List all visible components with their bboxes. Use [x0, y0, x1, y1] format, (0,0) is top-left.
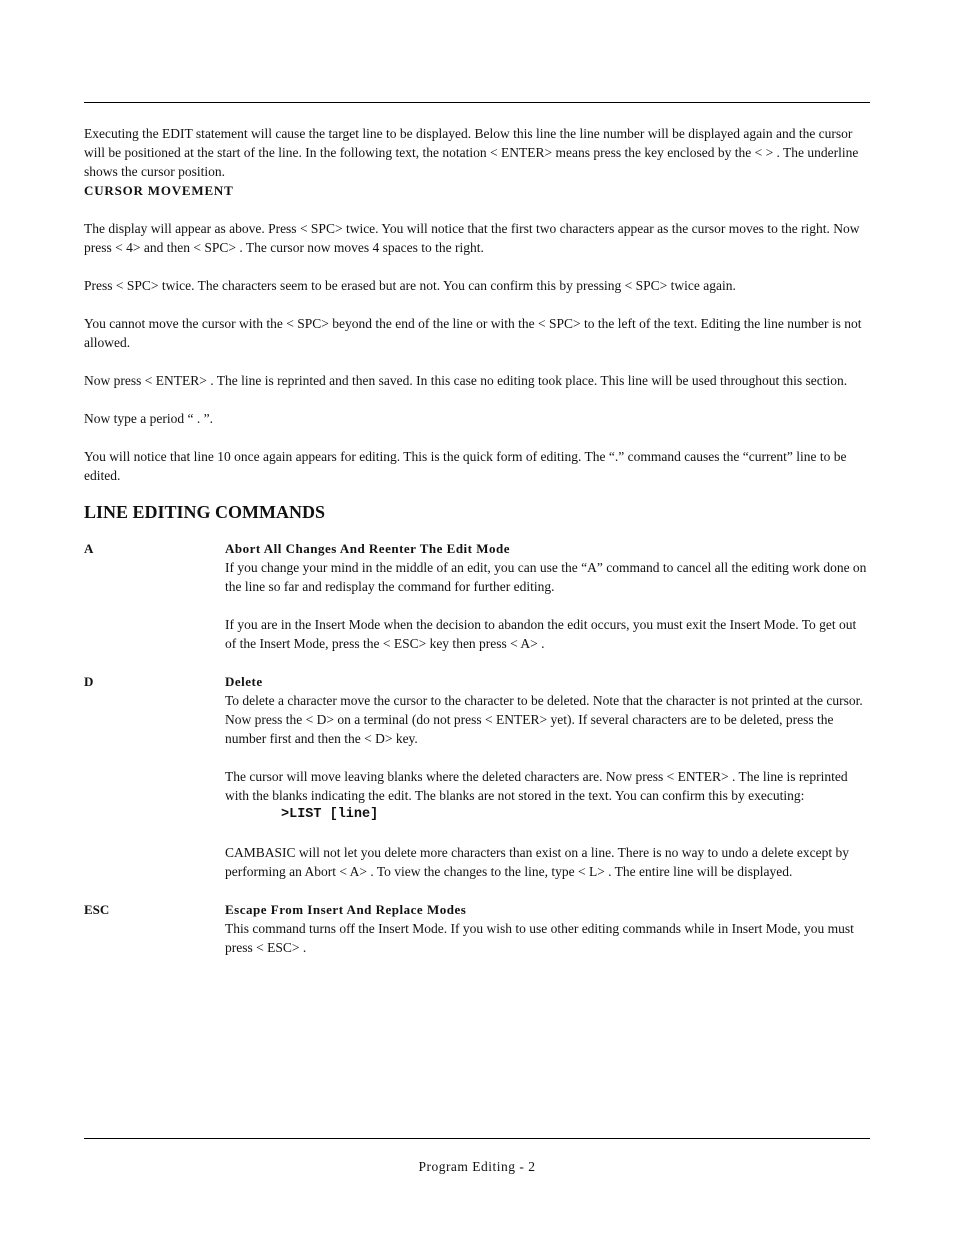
command-paragraph: If you change your mind in the middle of an edit, you can use the “A” command to cancel all the editing work done on the line so far and redisplay the command for further editing.: [225, 560, 867, 594]
command-paragraph: The cursor will move leaving blanks where the deleted characters are. Now press < ENTER> . The line is reprinted with the blanks indicating the edit. The blanks are not stored in the text. You can confirm this by executing:: [225, 769, 848, 803]
command-body: [225, 900, 870, 957]
command-body: [225, 539, 870, 653]
cursor-paragraph: You cannot move the cursor with the < SPC> beyond the end of the line or with the < SPC> to the left of the text. Editing the line number is not allowed.: [84, 316, 862, 350]
line-editing-heading: LINE EDITING COMMANDS: [84, 502, 326, 522]
cursor-paragraph: Now type a period “ . ”.: [84, 411, 213, 426]
command-title: Abort All Changes And Reenter The Edit Mode: [225, 541, 511, 556]
command-key: A: [84, 541, 94, 556]
code-example: >LIST [line]: [281, 807, 379, 822]
command-paragraph: To delete a character move the cursor to the character to be deleted. Note that the character is not printed at the cursor. Now press the < D> on a terminal (do not press < ENTER> yet). If several characters are to be deleted, press the number first and then the < D> key.: [225, 693, 863, 746]
cursor-paragraph: Press < SPC> twice. The characters seem to be erased but are not. You can confirm this by pressing < SPC> twice again.: [84, 278, 736, 293]
cursor-paragraph: You will notice that line 10 once again appears for editing. This is the quick form of editing. The “.” command causes the “current” line to be edited.: [84, 449, 847, 483]
header-rule: [84, 102, 870, 103]
command-paragraph: CAMBASIC will not let you delete more characters than exist on a line. There is no way to undo a delete except by performing an Abort < A> . To view the changes to the line, type < L> . The entire line will be displayed.: [225, 845, 849, 879]
page-content: [84, 124, 870, 957]
cursor-paragraph: The display will appear as above. Press < SPC> twice. You will notice that the first two characters appear as the cursor moves to the right. Now press < 4> and then < SPC> . The cursor now moves 4 spaces to the right.: [84, 221, 860, 255]
page-footer: Program Editing - 2: [418, 1159, 536, 1174]
command-key: ESC: [84, 902, 110, 917]
command-key: D: [84, 674, 94, 689]
intro-paragraph: Executing the EDIT statement will cause the target line to be displayed. Below this line the line number will be displayed again and the cursor will be positioned at the start of the line. In the following text, the notation < ENTER> means press the key enclosed by the < > . The underline shows the cursor position.: [84, 126, 859, 179]
cursor-movement-heading: CURSOR MOVEMENT: [84, 183, 234, 198]
command-title: Delete: [225, 674, 263, 689]
command-d: [84, 672, 870, 881]
command-paragraph: If you are in the Insert Mode when the decision to abandon the edit occurs, you must exit the Insert Mode. To get out of the Insert Mode, press the < ESC> key then press < A> .: [225, 617, 857, 651]
command-paragraph: This command turns off the Insert Mode. If you wish to use other editing commands while in Insert Mode, you must press < ESC> .: [225, 921, 854, 955]
cursor-paragraph: Now press < ENTER> . The line is reprinted and then saved. In this case no editing took place. This line will be used throughout this section.: [84, 373, 848, 388]
command-title: Escape From Insert And Replace Modes: [225, 902, 467, 917]
footer-rule: [84, 1138, 870, 1139]
command-body: [225, 672, 870, 881]
command-a: [84, 539, 870, 653]
command-esc: [84, 900, 870, 957]
